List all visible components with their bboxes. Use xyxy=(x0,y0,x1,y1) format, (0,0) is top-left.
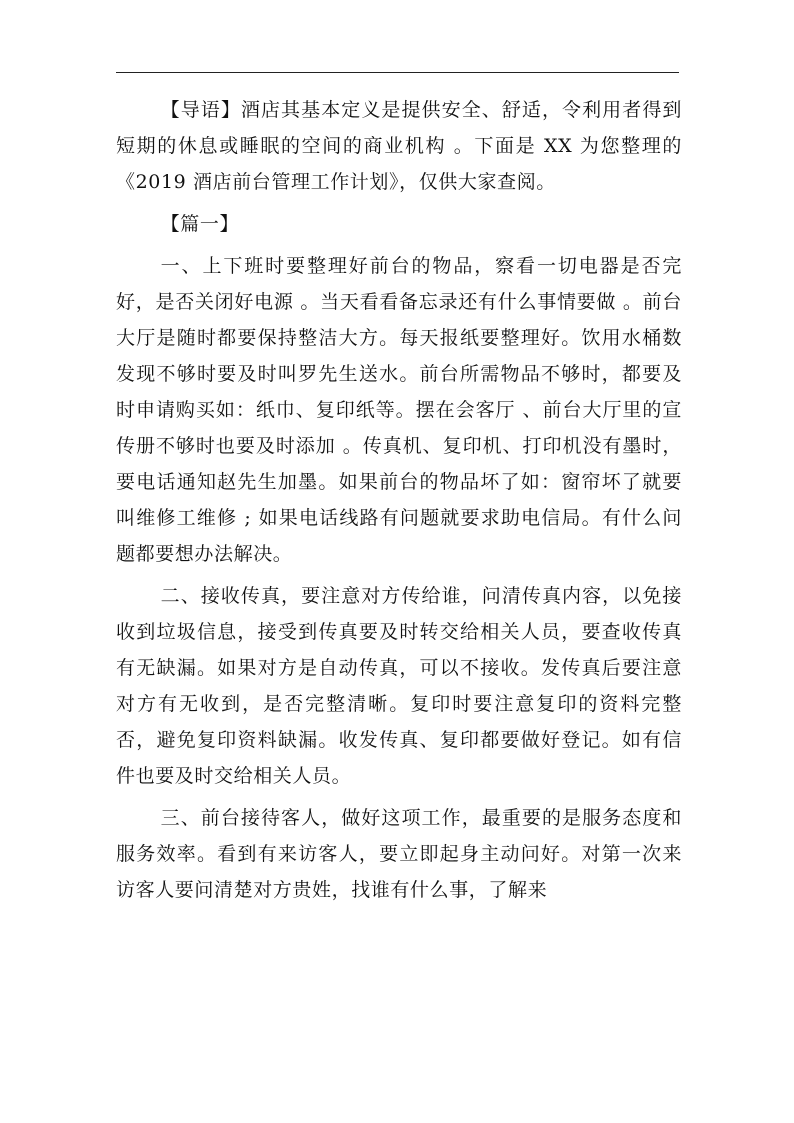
header-divider xyxy=(116,72,679,73)
intro-paragraph: 【导语】酒店其基本定义是提供安全、舒适，令利用者得到短期的休息或睡眠的空间的商业机构 。下面是 XX 为您整理的《2019 酒店前台管理工作计划》，仅供大家查阅。 xyxy=(116,99,682,193)
body-paragraph-3: 三、前台接待客人，做好这项工作，最重要的是服务态度和服务效率。看到有来访客人，要立即起身主动问好。对第一次来访客人要问清楚对方贵姓，找谁有什么事，了解来 xyxy=(116,807,682,901)
body-paragraph-1: 一、上下班时要整理好前台的物品，察看一切电器是否完好，是否关闭好电源 。当天看看备忘录还有什么事情要做 。前台大厅是随时都要保持整洁大方。每天报纸要整理好。饮用水桶数发现不够时要及时叫罗先生送水。前台所需物品不够时，都要及时申请购买如：纸巾、复印纸等。摆在会客厅 、前台大厅里的宣传册不够时也要及时添加 。传真机、复印机、打印机没有墨时，要电话通知赵先生加墨。如果前台的物品坏了如：窗帘坏了就要叫维修工维修 ; 如果电话线路有问题就要求助电信局。有什么问题都要想办法解决。 xyxy=(116,255,682,565)
section-heading: 【篇一】 xyxy=(160,213,240,235)
body-paragraph-2: 二、接收传真，要注意对方传给谁，问清传真内容，以免接收到垃圾信息，接受到传真要及时转交给相关人员，要查收传真有无缺漏。如果对方是自动传真，可以不接收。发传真后要注意对方有无收到，是否完整清晰。复印时要注意复印的资料完整否，避免复印资料缺漏。收发传真、复印都要做好登记。如有信件也要及时交给相关人员。 xyxy=(116,585,682,787)
document-body xyxy=(116,92,682,914)
